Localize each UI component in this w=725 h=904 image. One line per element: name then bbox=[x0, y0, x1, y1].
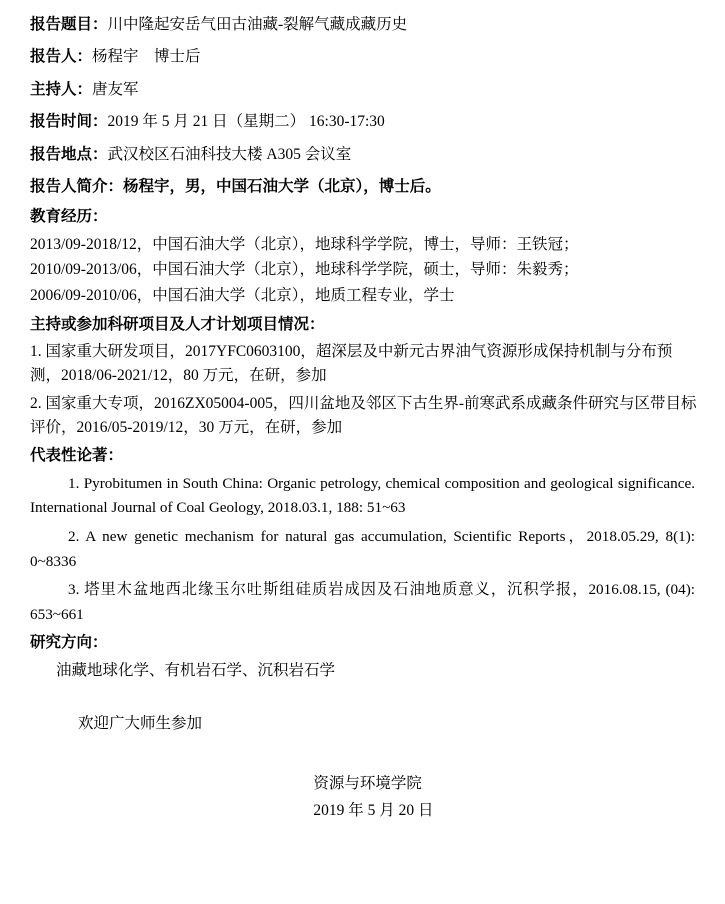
speaker-label: 报告人： bbox=[30, 48, 93, 66]
publication-item: 2. A new genetic mechanism for natural gas accumulation, Scientific Reports，2018.05.29, 8(1): 0~8336 bbox=[30, 527, 695, 570]
bio-label: 报告人简介： bbox=[30, 178, 124, 196]
place-row bbox=[30, 144, 697, 166]
education-item: 2013/09-2018/12，中国石油大学（北京），地球科学学院，博士，导师：王铁冠； bbox=[30, 236, 579, 254]
place-label: 报告地点： bbox=[30, 145, 108, 163]
footer-organization: 资源与环境学院 bbox=[313, 774, 422, 792]
education-section-title: 教育经历： bbox=[30, 207, 108, 225]
speaker-row bbox=[30, 46, 697, 68]
bio-value: 杨程宇，男，中国石油大学（北京），博士后。 bbox=[123, 178, 441, 196]
report-title-value: 川中隆起安岳气田古油藏-裂解气藏成藏历史 bbox=[107, 16, 408, 33]
publications-section-title: 代表性论著： bbox=[30, 447, 124, 465]
host-row bbox=[30, 79, 697, 101]
bio-row bbox=[30, 176, 697, 198]
host-label: 主持人： bbox=[30, 80, 93, 98]
publication-item: 1. Pyrobitumen in South China: Organic petrology, chemical composition and geological significance. International Journal of Coal Geology, 2018.03.1, 188: 51~63 bbox=[30, 474, 695, 517]
footer-date: 2019 年 5 月 20 日 bbox=[313, 801, 434, 819]
speaker-value: 杨程宇 博士后 bbox=[92, 48, 201, 66]
time-label: 报告时间： bbox=[30, 113, 108, 131]
project-item: 1. 国家重大研发项目，2017YFC0603100，超深层及中新元古界油气资源形成保持机制与分布预测，2018/06-2021/12，80 万元，在研，参加 bbox=[30, 343, 673, 385]
research-section-title: 研究方向： bbox=[30, 634, 108, 652]
education-item: 2010/09-2013/06，中国石油大学（北京），地球科学学院，硕士，导师：朱毅秀； bbox=[30, 261, 579, 279]
report-title-label: 报告题目： bbox=[30, 16, 108, 33]
projects-section-title: 主持或参加科研项目及人才计划项目情况： bbox=[30, 315, 325, 333]
time-value: 2019 年 5 月 21 日（星期二） 16:30-17:30 bbox=[107, 113, 385, 131]
publication-item: 3. 塔里木盆地西北缘玉尔吐斯组硅质岩成因及石油地质意义，沉积学报，2016.08.15, (04): 653~661 bbox=[30, 581, 695, 623]
host-value: 唐友军 bbox=[92, 80, 139, 98]
place-value: 武汉校区石油科技大楼 A305 会议室 bbox=[107, 145, 352, 163]
project-item: 2. 国家重大专项，2016ZX05004-005，四川盆地及邻区下古生界-前寒武系成藏条件研究与区带目标评价，2016/05-2019/12，30 万元，在研，参加 bbox=[30, 395, 697, 437]
research-value: 油藏地球化学、有机岩石学、沉积岩石学 bbox=[56, 661, 336, 679]
report-title-row bbox=[30, 14, 697, 36]
welcome-note: 欢迎广大师生参加 bbox=[78, 715, 203, 733]
education-item: 2006/09-2010/06，中国石油大学（北京），地质工程专业，学士 bbox=[30, 286, 455, 304]
time-row bbox=[30, 111, 697, 133]
footer bbox=[30, 770, 697, 824]
